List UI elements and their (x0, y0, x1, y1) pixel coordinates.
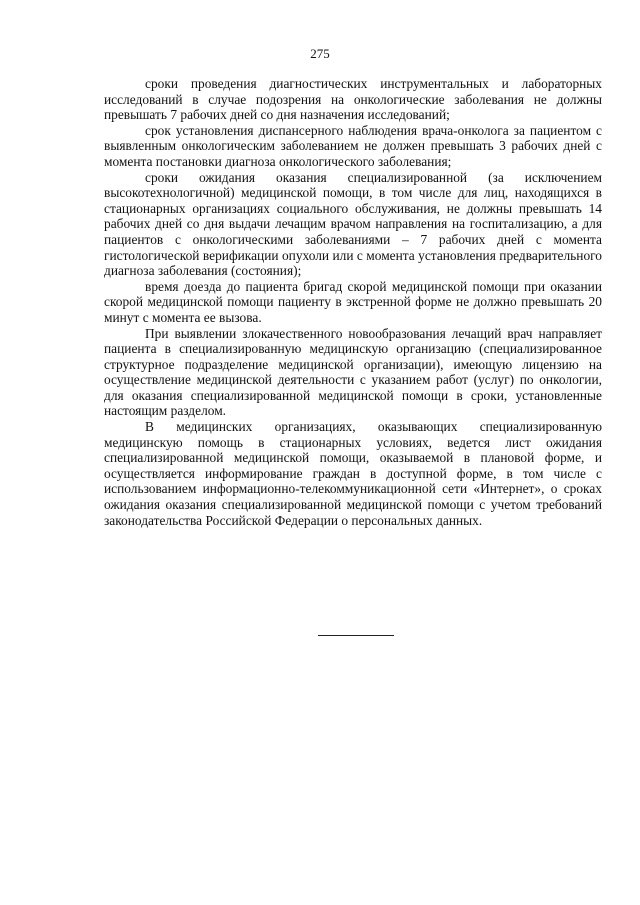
document-body (104, 76, 602, 528)
end-of-section-rule (318, 635, 394, 636)
page-number: 275 (310, 46, 330, 61)
paragraph-diagnostic-deadlines: сроки проведения диагностических инструментальных и лабораторных исследований в случае подозрения на онкологические заболевания не должны превышать 7 рабочих дней со дня назначения исследований; (104, 76, 602, 123)
paragraph-dispensary-observation: срок установления диспансерного наблюдения врача-онколога за пациентом с выявленным онкологическим заболеванием не должен превышать 3 рабочих дней с момента постановки диагноза онкологического заболевания; (104, 122, 602, 169)
paragraph-ambulance-arrival: время доезда до пациента бригад скорой медицинской помощи при оказании скорой медицинской помощи пациенту в экстренной форме не должно превышать 20 минут с момента ее вызова. (104, 278, 602, 325)
paragraph-waiting-list: В медицинских организациях, оказывающих специализированную медицинскую помощь в стационарных условиях, ведется лист ожидания специализированной медицинской помощи, оказываемой в плановой форме, и осуществляется информирование граждан в доступной форме, в том числе с использованием информационно-телекоммуникационной сети «Интернет», о сроках ожидания оказания специализированной медицинской помощи с учетом требований законодательства Российской Федерации о персональных данных. (104, 419, 602, 528)
paragraph-oncology-referral: При выявлении злокачественного новообразования лечащий врач направляет пациента в специализированную медицинскую организацию (специализированное структурное подразделение медицинской организации), имеющую лицензию на осуществление медицинской деятельности с указанием работ (услуг) по онкологии, для оказания специализированной медицинской помощи в сроки, установленные настоящим разделом. (104, 325, 602, 419)
paragraph-specialized-care-waiting: сроки ожидания оказания специализированной (за исключением высокотехнологичной) медицинской помощи, в том числе для лиц, находящихся в стационарных организациях социального обслуживания, не должны превышать 14 рабочих дней со дня выдачи лечащим врачом направления на госпитализацию, а для пациентов с онкологическими заболеваниями – 7 рабочих дней с момента гистологической верификации опухоли или с момента установления предварительного диагноза заболевания (состояния); (104, 169, 602, 279)
